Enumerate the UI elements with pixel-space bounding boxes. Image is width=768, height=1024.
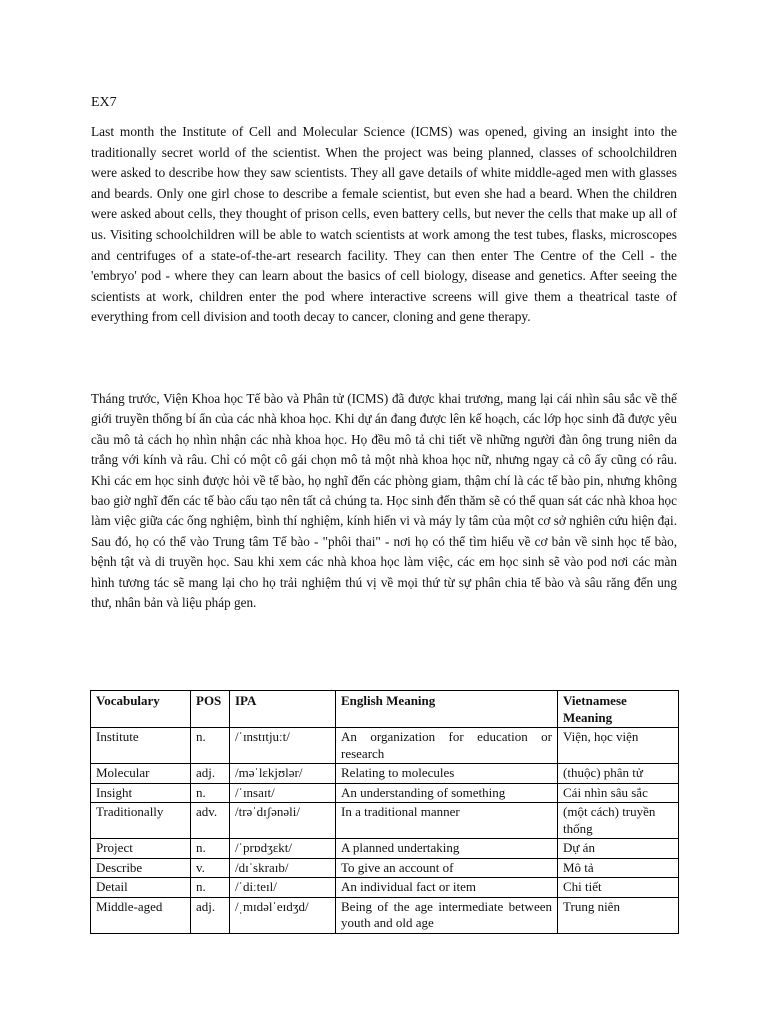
- table-row: [91, 839, 679, 859]
- cell-vietnamese-meaning: (thuộc) phân tử: [558, 764, 679, 784]
- cell-vietnamese-meaning: Mô tả: [558, 858, 679, 878]
- cell-english-meaning: Relating to molecules: [336, 764, 558, 784]
- header-ipa: IPA: [230, 691, 336, 728]
- cell-vietnamese-meaning: (một cách) truyền thống: [558, 803, 679, 839]
- cell-pos: n.: [191, 783, 230, 803]
- cell-word: Middle-aged: [91, 897, 191, 933]
- cell-vietnamese-meaning: Viện, học viện: [558, 728, 679, 764]
- cell-word: Detail: [91, 878, 191, 898]
- cell-pos: adj.: [191, 764, 230, 784]
- cell-word: Project: [91, 839, 191, 859]
- cell-ipa: /trəˈdɪʃənəli/: [230, 803, 336, 839]
- table-row: [91, 858, 679, 878]
- cell-vietnamese-meaning: Dự án: [558, 839, 679, 859]
- table-row: [91, 783, 679, 803]
- table-row: [91, 764, 679, 784]
- cell-vietnamese-meaning: Cái nhìn sâu sắc: [558, 783, 679, 803]
- cell-pos: n.: [191, 878, 230, 898]
- cell-vietnamese-meaning: Trung niên: [558, 897, 679, 933]
- cell-english-meaning: An organization for education or research: [336, 728, 558, 764]
- cell-word: Institute: [91, 728, 191, 764]
- vietnamese-paragraph: Tháng trước, Viện Khoa học Tế bào và Phân tử (ICMS) đã được khai trương, mang lại cái nhìn sâu sắc về thế giới truyền thống bí ẩn của các nhà khoa học. Khi dự án đang được lên kế hoạch, các lớp học sinh đã được yêu cầu mô tả cách họ nhìn nhận các nhà khoa học. Họ đều mô tả chi tiết về những người đàn ông trung niên da trắng với kính và râu. Chỉ có một cô gái chọn mô tả một nhà khoa học nữ, nhưng ngay cả cô ấy cũng có râu. Khi các em học sinh được hỏi về tế bào, họ nghĩ đến các phòng giam, thậm chí là các tế bào pin, nhưng không bao giờ nghĩ đến các tế bào cấu tạo nên tất cả chúng ta. Học sinh đến thăm sẽ có thể quan sát các nhà khoa học làm việc giữa các ống nghiệm, bình thí nghiệm, kính hiển vi và máy ly tâm của một cơ sở nghiên cứu hiện đại. Sau đó, họ có thể vào Trung tâm Tế bào - "phôi thai" - nơi họ có thể tìm hiểu về cơ bản về sinh học tế bào, bệnh tật và di truyền học. Sau khi xem các nhà khoa học làm việc, các em học sinh sẽ vào pod nơi các màn hình tương tác sẽ mang lại cho họ trải nghiệm thú vị về mọi thứ từ sự phân chia tế bào và sâu răng đến ung thư, nhân bản và liệu pháp gen.: [91, 391, 677, 611]
- cell-vietnamese-meaning: Chi tiết: [558, 878, 679, 898]
- table-row: [91, 803, 679, 839]
- cell-ipa: /ˈdiːteɪl/: [230, 878, 336, 898]
- cell-pos: n.: [191, 839, 230, 859]
- cell-ipa: /ˈprɒdʒɛkt/: [230, 839, 336, 859]
- cell-ipa: /ˌmɪdəlˈeɪdʒd/: [230, 897, 336, 933]
- header-vietnamese-meaning: Vietnamese Meaning: [558, 691, 679, 728]
- cell-pos: adv.: [191, 803, 230, 839]
- cell-word: Describe: [91, 858, 191, 878]
- cell-english-meaning: A planned undertaking: [336, 839, 558, 859]
- header-pos: POS: [191, 691, 230, 728]
- header-english-meaning: English Meaning: [336, 691, 558, 728]
- cell-pos: adj.: [191, 897, 230, 933]
- cell-pos: n.: [191, 728, 230, 764]
- cell-word: Insight: [91, 783, 191, 803]
- vocabulary-table: [90, 690, 679, 934]
- cell-ipa: /ˈɪnstɪtjuːt/: [230, 728, 336, 764]
- cell-english-meaning: To give an account of: [336, 858, 558, 878]
- english-paragraph: Last month the Institute of Cell and Molecular Science (ICMS) was opened, giving an insight into the traditionally secret world of the scientist. When the project was being planned, classes of schoolchildren were asked to describe how they saw scientists. They all gave details of white middle-aged men with glasses and beards. Only one girl chose to describe a female scientist, but even she had a beard. When the children were asked about cells, they thought of prison cells, even battery cells, but never the cells that make up all of us. Visiting schoolchildren will be able to watch scientists at work among the test tubes, flasks, microscopes and centrifuges of a state-of-the-art research facility. They can then enter The Centre of the Cell - the 'embryo' pod - where they can learn about the basics of cell biology, disease and genetics. After seeing the scientists at work, children enter the pod where interactive screens will give them a theatrical taste of everything from cell division and tooth decay to cancer, cloning and gene therapy.: [91, 124, 677, 325]
- cell-english-meaning: An understanding of something: [336, 783, 558, 803]
- cell-word: Molecular: [91, 764, 191, 784]
- exercise-title: EX7: [91, 95, 117, 110]
- cell-ipa: /məˈlɛkjʊlər/: [230, 764, 336, 784]
- cell-english-meaning: Being of the age intermediate between youth and old age: [336, 897, 558, 933]
- table-row: [91, 728, 679, 764]
- table-row: [91, 897, 679, 933]
- table-row: [91, 878, 679, 898]
- cell-english-meaning: In a traditional manner: [336, 803, 558, 839]
- cell-word: Traditionally: [91, 803, 191, 839]
- cell-pos: v.: [191, 858, 230, 878]
- table-header-row: [91, 691, 679, 728]
- cell-ipa: /dɪˈskraɪb/: [230, 858, 336, 878]
- cell-english-meaning: An individual fact or item: [336, 878, 558, 898]
- header-vocabulary: Vocabulary: [91, 691, 191, 728]
- cell-ipa: /ˈɪnsaɪt/: [230, 783, 336, 803]
